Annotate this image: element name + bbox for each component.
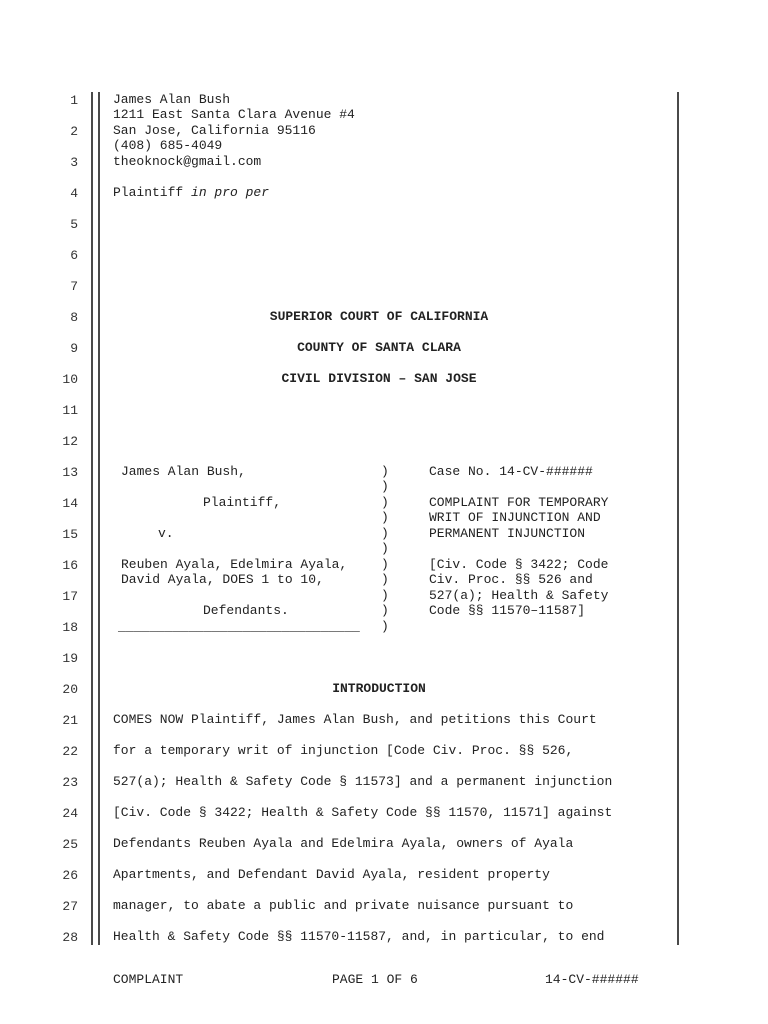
phone-number: (408) 685-4049 xyxy=(113,138,223,153)
body-line: for a temporary writ of injunction [Code Civ. Proc. §§ 526, xyxy=(113,743,574,758)
caption-plaintiff-role: Plaintiff, xyxy=(203,495,282,510)
body-line: COMES NOW Plaintiff, James Alan Bush, and petitions this Court xyxy=(113,712,597,727)
caption-paren: ) xyxy=(381,526,389,541)
caption-paren: ) xyxy=(381,557,389,572)
body-line: Apartments, and Defendant David Ayala, resident property xyxy=(113,867,550,882)
body-line: Defendants Reuben Ayala and Edelmira Ayala, owners of Ayala xyxy=(113,836,574,851)
caption-defendants-line1: Reuben Ayala, Edelmira Ayala, xyxy=(121,557,348,572)
plaintiff-name: James Alan Bush xyxy=(113,92,231,107)
footer-document-type: COMPLAINT xyxy=(113,972,184,987)
caption-underline: _______________________________ xyxy=(118,619,360,634)
line-number: 5 xyxy=(70,217,78,232)
line-number: 16 xyxy=(62,558,78,573)
line-number: 28 xyxy=(62,930,78,945)
line-number: 14 xyxy=(62,496,78,511)
caption-paren: ) xyxy=(381,603,389,618)
body-line: manager, to abate a public and private nuisance pursuant to xyxy=(113,898,574,913)
caption-defendants-role: Defendants. xyxy=(203,603,289,618)
left-margin-rule-inner xyxy=(98,92,100,945)
section-heading: INTRODUCTION xyxy=(332,681,426,696)
body-line: 527(a); Health & Safety Code § 11573] and a permanent injunction xyxy=(113,774,613,789)
caption-versus: v. xyxy=(158,526,174,541)
line-number: 9 xyxy=(70,341,78,356)
court-county: COUNTY OF SANTA CLARA xyxy=(297,340,461,355)
footer-page-number: PAGE 1 OF 6 xyxy=(332,972,418,987)
body-line: Health & Safety Code §§ 11570-11587, and, in particular, to end xyxy=(113,929,605,944)
line-number: 3 xyxy=(70,155,78,170)
caption-paren: ) xyxy=(381,619,389,634)
line-number: 6 xyxy=(70,248,78,263)
line-number: 22 xyxy=(62,744,78,759)
line-number: 18 xyxy=(62,620,78,635)
line-number: 1 xyxy=(70,93,78,108)
court-division: CIVIL DIVISION – SAN JOSE xyxy=(281,371,477,386)
caption-paren: ) xyxy=(381,510,389,525)
street-address: 1211 East Santa Clara Avenue #4 xyxy=(113,107,355,122)
document-title-line1: COMPLAINT FOR TEMPORARY xyxy=(429,495,609,510)
role-italic: in pro per xyxy=(191,185,270,200)
caption-paren: ) xyxy=(381,464,389,479)
body-line: [Civ. Code § 3422; Health & Safety Code §§ 11570, 11571] against xyxy=(113,805,613,820)
caption-paren: ) xyxy=(381,541,389,556)
document-title-line2: WRIT OF INJUNCTION AND xyxy=(429,510,601,525)
citation-line3: 527(a); Health & Safety xyxy=(429,588,609,603)
line-number: 13 xyxy=(62,465,78,480)
caption-paren: ) xyxy=(381,588,389,603)
line-number: 20 xyxy=(62,682,78,697)
caption-paren: ) xyxy=(381,479,389,494)
line-number: 2 xyxy=(70,124,78,139)
line-number: 12 xyxy=(62,434,78,449)
line-number: 17 xyxy=(62,589,78,604)
citation-line2: Civ. Proc. §§ 526 and xyxy=(429,572,593,587)
caption-paren: ) xyxy=(381,495,389,510)
caption-paren: ) xyxy=(381,572,389,587)
document-title-line3: PERMANENT INJUNCTION xyxy=(429,526,586,541)
role-prefix: Plaintiff xyxy=(113,185,192,200)
line-number: 15 xyxy=(62,527,78,542)
right-margin-rule xyxy=(677,92,679,945)
line-number: 8 xyxy=(70,310,78,325)
city-state-zip: San Jose, California 95116 xyxy=(113,123,316,138)
court-name: SUPERIOR COURT OF CALIFORNIA xyxy=(269,309,489,324)
plaintiff-role xyxy=(113,185,269,201)
line-number: 25 xyxy=(62,837,78,852)
line-number: 11 xyxy=(62,403,78,418)
line-number: 26 xyxy=(62,868,78,883)
citation-line4: Code §§ 11570–11587] xyxy=(429,603,586,618)
email-address: theoknock@gmail.com xyxy=(113,154,262,169)
caption-plaintiff-name: James Alan Bush, xyxy=(121,464,246,479)
line-number: 24 xyxy=(62,806,78,821)
line-number: 21 xyxy=(62,713,78,728)
line-number: 7 xyxy=(70,279,78,294)
line-number: 4 xyxy=(70,186,78,201)
footer-case-number: 14-CV-###### xyxy=(545,972,639,987)
line-number: 10 xyxy=(62,372,78,387)
line-number: 19 xyxy=(62,651,78,666)
citation-line1: [Civ. Code § 3422; Code xyxy=(429,557,609,572)
left-margin-rule xyxy=(91,92,93,945)
line-number: 27 xyxy=(62,899,78,914)
case-number: Case No. 14-CV-###### xyxy=(429,464,593,479)
caption-defendants-line2: David Ayala, DOES 1 to 10, xyxy=(121,572,324,587)
line-number: 23 xyxy=(62,775,78,790)
